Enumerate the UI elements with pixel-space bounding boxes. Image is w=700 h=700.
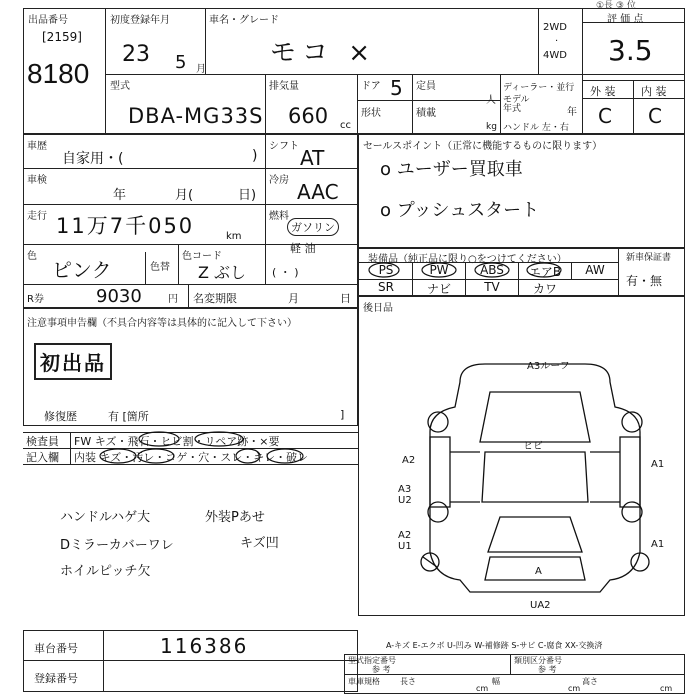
- recycle-unit: 円: [168, 294, 178, 305]
- repair-value: 有 [箇所: [108, 410, 149, 423]
- ac-label: 冷房: [269, 175, 289, 186]
- meigi-label: 名変期限: [193, 292, 237, 305]
- mark-left-3: A2 U1: [398, 530, 412, 552]
- drive-2wd: 2WD: [543, 22, 567, 33]
- color-code-value: Z ぶし: [198, 263, 247, 282]
- type-designation-label: 型式指定番号: [348, 656, 396, 665]
- ref-2: 参 考: [538, 665, 557, 674]
- header-frame: [23, 8, 685, 134]
- usage-label: 車歴: [27, 141, 47, 152]
- model-year-label: モデル年式: [503, 95, 530, 114]
- category-label: 類別区分番号: [514, 656, 562, 665]
- equip-aw: AW: [585, 263, 605, 277]
- equipment-circle-marks: [358, 248, 685, 296]
- drive-dot: ·: [555, 36, 559, 47]
- equip-airbag: エアB: [528, 265, 562, 279]
- equip-abs: ABS: [480, 263, 504, 277]
- displacement-unit: cc: [340, 120, 351, 131]
- inspector-items-1: FW キズ・飛石・ヒビ割・リペア跡・×要: [74, 435, 280, 448]
- grade-label: 評 価 点: [607, 14, 644, 25]
- mark-right-1: A1: [651, 459, 665, 470]
- inspector-items-2: 内装 キズ・汚レ・コゲ・穴・スレ・キレ・破レ: [74, 451, 309, 464]
- first-listing-stamp: 初出品: [34, 343, 112, 380]
- interior-label: 内 装: [641, 85, 667, 98]
- ac-value: AAC: [297, 180, 339, 204]
- displacement-label: 排気量: [269, 81, 299, 92]
- load-label: 積載: [416, 108, 436, 119]
- cm-2: cm: [568, 684, 581, 693]
- note-1-left: ハンドルハゲ大: [60, 510, 151, 525]
- grade-value: 3.5: [608, 34, 653, 67]
- type-label: 型式: [110, 81, 130, 92]
- mark-center: ヒビ: [523, 441, 543, 452]
- mark-top: A3ルーフ: [527, 361, 570, 372]
- notes-label: 注意事項申告欄（不具合内容等は具体的に記入して下さい）: [27, 318, 297, 329]
- shaken-year: 年: [113, 188, 127, 203]
- width-label: 幅: [492, 677, 500, 686]
- note-2-right: キズ凹: [240, 536, 279, 551]
- color-code-label: 色コード: [182, 251, 222, 262]
- door-label: ドア: [361, 81, 381, 92]
- repair-close: ]: [340, 408, 345, 421]
- lot-code: [2159]: [42, 30, 82, 44]
- top-note: ①長 ③ 位: [596, 1, 636, 11]
- note-3: ホイルピッチ欠: [60, 564, 151, 579]
- note-2-left: Dミラーカバーワレ: [60, 538, 174, 553]
- inspector-circle-marks: [23, 430, 358, 466]
- shift-label: シフト: [269, 141, 299, 152]
- height-label: 高さ: [582, 677, 598, 686]
- first-reg-year: 23: [122, 42, 150, 67]
- repair-label: 修復歴: [44, 410, 77, 423]
- chassis-value: 116386: [160, 634, 249, 658]
- fuel-gasoline: ガソリン: [287, 218, 339, 236]
- usage-value: 自家用・(: [62, 151, 124, 167]
- mileage-value: 11万7千050: [56, 214, 195, 238]
- shape-label: 形状: [361, 108, 381, 119]
- warranty-value: 有・無: [626, 274, 663, 288]
- color-value: ピンク: [52, 258, 112, 282]
- model-label: 車名・グレード: [209, 15, 279, 26]
- lot-number: 8180: [27, 58, 90, 89]
- mark-right-2: A1: [651, 539, 665, 550]
- load-unit: kg: [486, 122, 497, 132]
- cm-1: cm: [476, 684, 489, 693]
- model-name: モコ ×: [270, 38, 377, 68]
- equip-leather: カワ: [532, 282, 557, 296]
- displacement-value: 660: [288, 104, 329, 128]
- usage-close: ): [252, 148, 258, 164]
- equip-navi: ナビ: [426, 282, 451, 296]
- exterior-label: 外 装: [590, 85, 616, 98]
- handle-label: ハンドル 左・右: [503, 123, 569, 133]
- mark-left-1: A2: [402, 455, 416, 466]
- shaken-month: 月(: [175, 188, 194, 203]
- sales-item-1: o ユーザー買取車: [380, 159, 523, 180]
- equip-ps: PS: [378, 263, 394, 277]
- color-change-label: 色替: [150, 262, 170, 273]
- chassis-label: 車台番号: [34, 642, 78, 655]
- ref-1: 参 考: [372, 665, 391, 674]
- door-value: 5: [390, 76, 403, 100]
- entry-label: 記入欄: [26, 451, 59, 464]
- dealer-label: ディーラー・並行: [503, 83, 575, 93]
- recycle-value: 9030: [96, 286, 142, 307]
- exterior-value: C: [598, 104, 612, 128]
- note-1-right: 外装Pあせ: [205, 510, 265, 525]
- lot-label: 出品番号: [28, 15, 68, 26]
- sales-label: セールスポイント（正常に機能するものに限ります）: [363, 141, 603, 152]
- mark-bottom: UA2: [530, 600, 551, 611]
- meigi-day: 日: [340, 292, 351, 305]
- year-unit: 年: [567, 107, 577, 118]
- color-label: 色: [27, 251, 37, 262]
- after-label: 後日品: [363, 303, 393, 314]
- type-value: DBA-MG33S: [128, 104, 264, 128]
- shift-value: AT: [300, 146, 325, 170]
- length-label: 長さ: [400, 677, 416, 686]
- damage-legend: A-キズ E-エクボ U-凹み W-補修跡 S-サビ C-腐食 XX-交換済: [386, 641, 603, 650]
- equip-sr: SR: [378, 280, 394, 294]
- meigi-month: 月: [288, 292, 299, 305]
- mark-left-2: A3 U2: [398, 484, 412, 506]
- equip-tv: TV: [484, 280, 500, 294]
- mileage-unit: km: [226, 231, 242, 242]
- recycle-label: R券: [27, 294, 44, 305]
- mark-rear: A: [535, 566, 542, 577]
- first-reg-month: 5: [175, 52, 187, 73]
- drive-4wd: 4WD: [543, 50, 567, 61]
- shaken-day: 日): [238, 188, 257, 203]
- inspector-label: 検査員: [26, 435, 59, 448]
- sales-item-2: o プッシュスタート: [380, 200, 540, 221]
- capacity-unit: 人: [486, 95, 496, 106]
- cm-3: cm: [660, 684, 673, 693]
- warranty-label: 新車保証書: [626, 253, 672, 263]
- equipment-label: 装備品（純正品に限り○をつけてください）: [368, 254, 567, 265]
- capacity-label: 定員: [416, 81, 436, 92]
- mileage-label: 走行: [27, 211, 47, 222]
- month-unit: 月: [196, 64, 206, 75]
- fuel-paren: ( ・ ): [272, 266, 299, 279]
- fuel-diesel: 軽 油: [290, 242, 316, 255]
- shaken-label: 車検: [27, 175, 47, 186]
- interior-value: C: [648, 104, 662, 128]
- first-reg-label: 初度登録年月: [110, 15, 170, 26]
- fuel-label: 燃料: [269, 211, 289, 222]
- size-label: 車庫規格: [348, 677, 380, 686]
- equip-pw: PW: [429, 263, 449, 277]
- reg-label: 登録番号: [34, 672, 78, 685]
